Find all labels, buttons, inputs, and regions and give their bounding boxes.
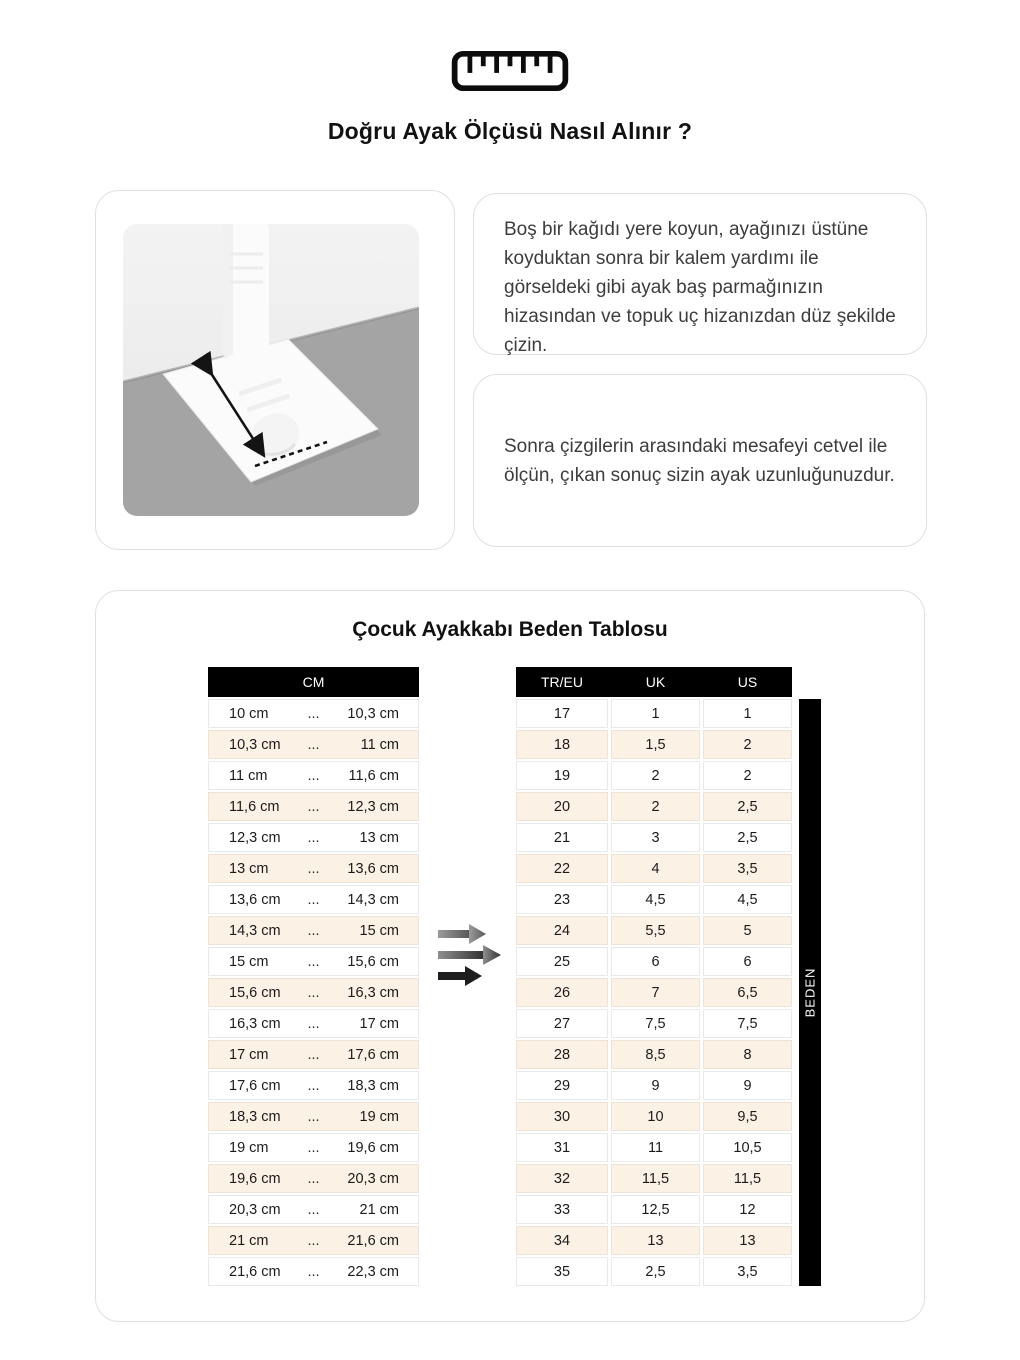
transfer-arrows-icon — [434, 921, 510, 989]
size-cell: 22 — [516, 854, 608, 883]
cm-table — [208, 667, 419, 1286]
size-table-row — [516, 1133, 792, 1162]
cm-cell: 17 cm — [229, 1046, 269, 1063]
cm-table-row — [208, 1257, 419, 1286]
cm-cell: 20,3 cm — [347, 1170, 399, 1187]
size-cell: 6,5 — [703, 978, 792, 1007]
cm-cell: 10,3 cm — [229, 736, 281, 753]
size-cell: 17 — [516, 699, 608, 728]
size-cell: 13 — [703, 1226, 792, 1255]
cm-table-body — [208, 699, 419, 1286]
cm-cell: 16,3 cm — [229, 1015, 281, 1032]
size-cell: 9 — [703, 1071, 792, 1100]
size-table-row — [516, 1195, 792, 1224]
size-cell: 10,5 — [703, 1133, 792, 1162]
size-table-row — [516, 1257, 792, 1286]
size-cell: 9 — [611, 1071, 700, 1100]
cm-table-row — [208, 1195, 419, 1224]
size-cell: 35 — [516, 1257, 608, 1286]
size-cell: 7 — [611, 978, 700, 1007]
size-cell: 3,5 — [703, 1257, 792, 1286]
size-cell: 4,5 — [703, 885, 792, 914]
cm-table-row — [208, 823, 419, 852]
cm-cell: 21,6 cm — [229, 1263, 281, 1280]
cm-cell: 15,6 cm — [229, 984, 281, 1001]
cm-cell: ... — [307, 1108, 320, 1125]
size-table-row — [516, 1009, 792, 1038]
cm-cell: 19,6 cm — [229, 1170, 281, 1187]
cm-table-row — [208, 792, 419, 821]
size-cell: 1 — [611, 699, 700, 728]
cm-cell: ... — [307, 1139, 320, 1156]
cm-table-header: CM — [208, 667, 419, 697]
cm-cell: ... — [307, 1077, 320, 1094]
cm-table-row — [208, 885, 419, 914]
page-title: Doğru Ayak Ölçüsü Nasıl Alınır ? — [327, 118, 693, 144]
cm-cell: 13 cm — [359, 829, 399, 846]
size-cell: 12 — [703, 1195, 792, 1224]
size-table-row — [516, 1226, 792, 1255]
cm-cell: 19 cm — [229, 1139, 269, 1156]
size-cell: 2 — [611, 761, 700, 790]
size-table-row — [516, 885, 792, 914]
cm-cell: ... — [307, 736, 320, 753]
cm-cell: ... — [307, 922, 320, 939]
instruction-step-1 — [473, 193, 927, 355]
size-table-row — [516, 730, 792, 759]
size-cell: 6 — [703, 947, 792, 976]
size-cell: 7,5 — [611, 1009, 700, 1038]
size-cell: 1,5 — [611, 730, 700, 759]
cm-table-row — [208, 916, 419, 945]
cm-cell: 17,6 cm — [347, 1046, 399, 1063]
cm-cell: 16,3 cm — [347, 984, 399, 1001]
size-cell: 18 — [516, 730, 608, 759]
size-cell: 2,5 — [703, 823, 792, 852]
cm-cell: 14,3 cm — [229, 922, 281, 939]
cm-cell: ... — [307, 1201, 320, 1218]
instruction-step-2 — [473, 374, 927, 547]
size-cell: 2,5 — [611, 1257, 700, 1286]
cm-cell: ... — [307, 705, 320, 722]
size-cell: 2 — [611, 792, 700, 821]
size-cell: 7,5 — [703, 1009, 792, 1038]
cm-table-row — [208, 947, 419, 976]
cm-table-row — [208, 1102, 419, 1131]
cm-cell: ... — [307, 767, 320, 784]
size-table-row — [516, 1102, 792, 1131]
cm-cell: ... — [307, 953, 320, 970]
size-cell: 33 — [516, 1195, 608, 1224]
cm-cell: 10,3 cm — [347, 705, 399, 722]
size-cell: 23 — [516, 885, 608, 914]
cm-cell: 17 cm — [359, 1015, 399, 1032]
size-table-row — [516, 792, 792, 821]
size-cell: 28 — [516, 1040, 608, 1069]
cm-cell: 22,3 cm — [347, 1263, 399, 1280]
cm-cell: 20,3 cm — [229, 1201, 281, 1218]
size-cell: 11,5 — [703, 1164, 792, 1193]
size-cell: 10 — [611, 1102, 700, 1131]
size-cell: 19 — [516, 761, 608, 790]
cm-cell: ... — [307, 860, 320, 877]
size-table-header-uk: UK — [645, 674, 666, 690]
cm-cell: ... — [307, 1263, 320, 1280]
size-chart-title: Çocuk Ayakkabı Beden Tablosu — [352, 618, 668, 641]
size-table — [516, 667, 792, 1286]
cm-cell: 17,6 cm — [229, 1077, 281, 1094]
size-cell: 3,5 — [703, 854, 792, 883]
size-cell: 11,5 — [611, 1164, 700, 1193]
size-table-row — [516, 761, 792, 790]
size-cell: 1 — [703, 699, 792, 728]
size-cell: 9,5 — [703, 1102, 792, 1131]
cm-cell: ... — [307, 829, 320, 846]
cm-cell: 21,6 cm — [347, 1232, 399, 1249]
size-cell: 34 — [516, 1226, 608, 1255]
size-table-header-treu: TR/EU — [541, 674, 583, 690]
cm-cell: 18,3 cm — [347, 1077, 399, 1094]
cm-cell: 11 cm — [360, 736, 399, 753]
cm-table-row — [208, 761, 419, 790]
cm-table-row — [208, 699, 419, 728]
size-cell: 12,5 — [611, 1195, 700, 1224]
size-cell: 4,5 — [611, 885, 700, 914]
size-cell: 27 — [516, 1009, 608, 1038]
size-cell: 20 — [516, 792, 608, 821]
size-cell: 32 — [516, 1164, 608, 1193]
cm-table-row — [208, 978, 419, 1007]
size-chart-card — [95, 590, 925, 1322]
ruler-icon — [0, 50, 1020, 92]
size-table-body — [516, 699, 792, 1286]
cm-cell: 12,3 cm — [229, 829, 281, 846]
size-cell: 2 — [703, 730, 792, 759]
size-cell: 3 — [611, 823, 700, 852]
beden-side-label — [799, 699, 821, 1286]
cm-table-row — [208, 1071, 419, 1100]
cm-cell: 19 cm — [359, 1108, 399, 1125]
cm-cell: ... — [307, 891, 320, 908]
cm-table-row — [208, 1226, 419, 1255]
cm-cell: ... — [307, 1170, 320, 1187]
size-cell: 11 — [611, 1133, 700, 1162]
size-table-row — [516, 823, 792, 852]
size-table-row — [516, 699, 792, 728]
size-cell: 5,5 — [611, 916, 700, 945]
size-table-header — [516, 667, 792, 697]
instruction-step-2-text: Sonra çizgilerin arasındaki mesafeyi cetvel ile ölçün, çıkan sonuç sizin ayak uzunluğunuzdur. — [504, 435, 895, 486]
size-cell: 8 — [703, 1040, 792, 1069]
size-table-row — [516, 978, 792, 1007]
size-cell: 4 — [611, 854, 700, 883]
cm-cell: 11 cm — [229, 767, 268, 784]
cm-cell: ... — [307, 798, 320, 815]
size-cell: 29 — [516, 1071, 608, 1100]
size-table-row — [516, 1071, 792, 1100]
cm-cell: 13 cm — [229, 860, 269, 877]
cm-cell: 15 cm — [229, 953, 269, 970]
size-table-row — [516, 1040, 792, 1069]
size-cell: 6 — [611, 947, 700, 976]
size-cell: 13 — [611, 1226, 700, 1255]
cm-cell: 15 cm — [359, 922, 399, 939]
size-table-header-us: US — [737, 674, 758, 690]
cm-cell: ... — [307, 984, 320, 1001]
cm-table-row — [208, 730, 419, 759]
size-cell: 8,5 — [611, 1040, 700, 1069]
cm-cell: ... — [307, 1232, 320, 1249]
cm-cell: 13,6 cm — [229, 891, 281, 908]
cm-cell: 19,6 cm — [347, 1139, 399, 1156]
cm-cell: 21 cm — [229, 1232, 269, 1249]
cm-cell: 15,6 cm — [347, 953, 399, 970]
cm-cell: ... — [307, 1046, 320, 1063]
cm-table-row — [208, 1009, 419, 1038]
size-cell: 26 — [516, 978, 608, 1007]
cm-cell: 11,6 cm — [348, 767, 399, 784]
size-table-row — [516, 1164, 792, 1193]
cm-table-row — [208, 854, 419, 883]
size-table-row — [516, 854, 792, 883]
cm-table-row — [208, 1133, 419, 1162]
size-cell: 24 — [516, 916, 608, 945]
beden-side-label-text: BEDEN — [802, 967, 818, 1018]
cm-cell: ... — [307, 1015, 320, 1032]
size-cell: 2 — [703, 761, 792, 790]
cm-cell: 12,3 cm — [347, 798, 399, 815]
cm-table-row — [208, 1040, 419, 1069]
cm-table-row — [208, 1164, 419, 1193]
size-cell: 30 — [516, 1102, 608, 1131]
instruction-step-1-text: Boş bir kağıdı yere koyun, ayağınızı üstüne koyduktan sonra bir kalem yardımı ile görseldeki gibi ayak baş parmağınızın hizasından ve topuk uç hizanızdan düz şekilde çizin. — [504, 219, 896, 356]
size-cell: 21 — [516, 823, 608, 852]
size-cell: 2,5 — [703, 792, 792, 821]
size-cell: 5 — [703, 916, 792, 945]
cm-cell: 18,3 cm — [229, 1108, 281, 1125]
foot-measurement-photo — [123, 224, 419, 516]
cm-cell: 10 cm — [229, 705, 269, 722]
cm-cell: 21 cm — [359, 1201, 399, 1218]
cm-cell: 14,3 cm — [347, 891, 399, 908]
cm-cell: 13,6 cm — [347, 860, 399, 877]
size-cell: 25 — [516, 947, 608, 976]
size-table-row — [516, 947, 792, 976]
size-table-row — [516, 916, 792, 945]
measurement-photo-card — [95, 190, 455, 550]
size-cell: 31 — [516, 1133, 608, 1162]
cm-cell: 11,6 cm — [229, 798, 280, 815]
